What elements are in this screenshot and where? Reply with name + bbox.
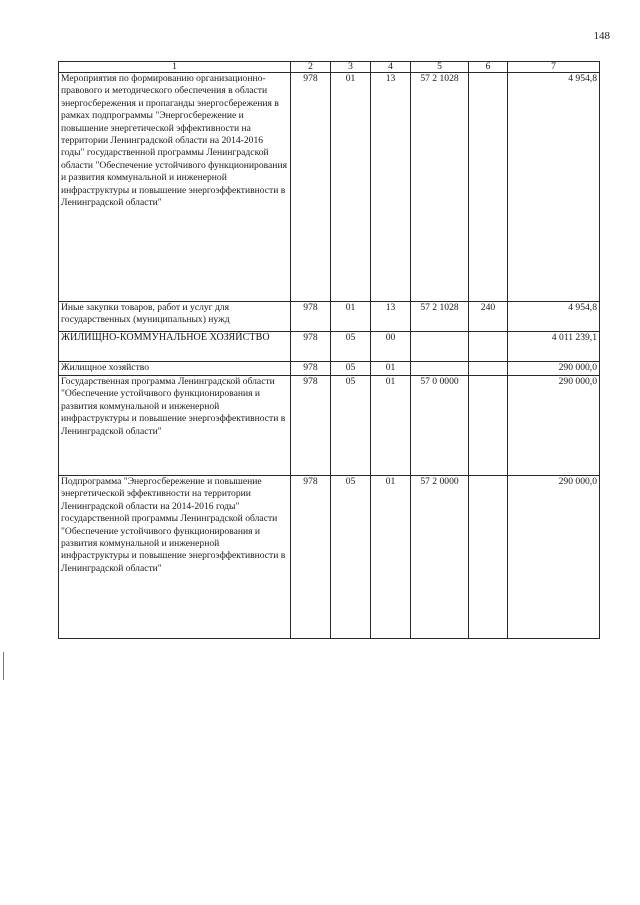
- row-subsection-code: 13: [371, 302, 411, 332]
- row-target-code: [411, 362, 469, 376]
- row-section-code: 05: [331, 362, 371, 376]
- table-row: [59, 476, 600, 639]
- header-col-4: 4: [371, 62, 411, 73]
- row-section-code: 05: [331, 476, 371, 639]
- row-target-code: 57 2 1028: [411, 302, 469, 332]
- header-col-2: 2: [291, 62, 331, 73]
- row-ministry-code: 978: [291, 362, 331, 376]
- table-row: [59, 302, 600, 332]
- page-number: 148: [593, 30, 610, 42]
- row-amount: 290 000,0: [508, 476, 600, 639]
- row-expense-type: [469, 73, 508, 302]
- row-expense-type: [469, 332, 508, 362]
- header-row: [59, 62, 600, 73]
- row-name: Мероприятия по формированию организационно-правового и методического обеспечения в области энергосбережения и пропаганды энергосбережения в рамках подпрограммы "Энергосбережение и повышение энергетической эффективности на территории Ленинградской области на 2014-2016 годы" государственной программы Ленинградской области "Обеспечение устойчивого функционирования и развития коммунальной и инженерной инфраструктуры и повышение энергоэффективности в Ленинградской области": [59, 73, 291, 302]
- row-amount: 4 954,8: [508, 302, 600, 332]
- row-subsection-code: 00: [371, 332, 411, 362]
- row-target-code: 57 2 0000: [411, 476, 469, 639]
- row-name: Подпрограмма "Энергосбережение и повышение энергетической эффективности на территории Ленинградской области на 2014-2016 годы" государственной программы Ленинградской области "Обеспечение устойчивого функционирования и развития коммунальной и инженерной инфраструктуры и повышение энергоэффективности в Ленинградской области": [59, 476, 291, 639]
- row-name: Жилищное хозяйство: [59, 362, 291, 376]
- row-section-code: 05: [331, 376, 371, 476]
- header-col-5: 5: [411, 62, 469, 73]
- row-subsection-code: 01: [371, 476, 411, 639]
- row-target-code: 57 0 0000: [411, 376, 469, 476]
- row-expense-type: [469, 476, 508, 639]
- header-col-3: 3: [331, 62, 371, 73]
- row-amount: 290 000,0: [508, 376, 600, 476]
- row-amount: 4 954,8: [508, 73, 600, 302]
- row-amount: 4 011 239,1: [508, 332, 600, 362]
- row-ministry-code: 978: [291, 332, 331, 362]
- scan-margin-mark: [3, 652, 4, 680]
- row-section-code: 01: [331, 302, 371, 332]
- row-ministry-code: 978: [291, 73, 331, 302]
- header-col-6: 6: [469, 62, 508, 73]
- row-ministry-code: 978: [291, 376, 331, 476]
- table-row: [59, 332, 600, 362]
- row-name: ЖИЛИЩНО-КОММУНАЛЬНОЕ ХОЗЯЙСТВО: [59, 332, 291, 362]
- header-col-1: 1: [59, 62, 291, 73]
- budget-table: [58, 61, 600, 639]
- row-expense-type: [469, 376, 508, 476]
- row-amount: 290 000,0: [508, 362, 600, 376]
- table-row: [59, 73, 600, 302]
- row-target-code: [411, 332, 469, 362]
- header-col-7: 7: [508, 62, 600, 73]
- row-name: Иные закупки товаров, работ и услуг для государственных (муниципальных) нужд: [59, 302, 291, 332]
- row-expense-type: 240: [469, 302, 508, 332]
- row-expense-type: [469, 362, 508, 376]
- row-target-code: 57 2 1028: [411, 73, 469, 302]
- row-name: Государственная программа Ленинградской области "Обеспечение устойчивого функционирования и развития коммунальной и инженерной инфраструктуры и повышение энергоэффективности в Ленинградской области": [59, 376, 291, 476]
- row-subsection-code: 01: [371, 362, 411, 376]
- row-subsection-code: 13: [371, 73, 411, 302]
- row-subsection-code: 01: [371, 376, 411, 476]
- row-ministry-code: 978: [291, 476, 331, 639]
- row-section-code: 05: [331, 332, 371, 362]
- table-row: [59, 362, 600, 376]
- table-row: [59, 376, 600, 476]
- row-section-code: 01: [331, 73, 371, 302]
- row-ministry-code: 978: [291, 302, 331, 332]
